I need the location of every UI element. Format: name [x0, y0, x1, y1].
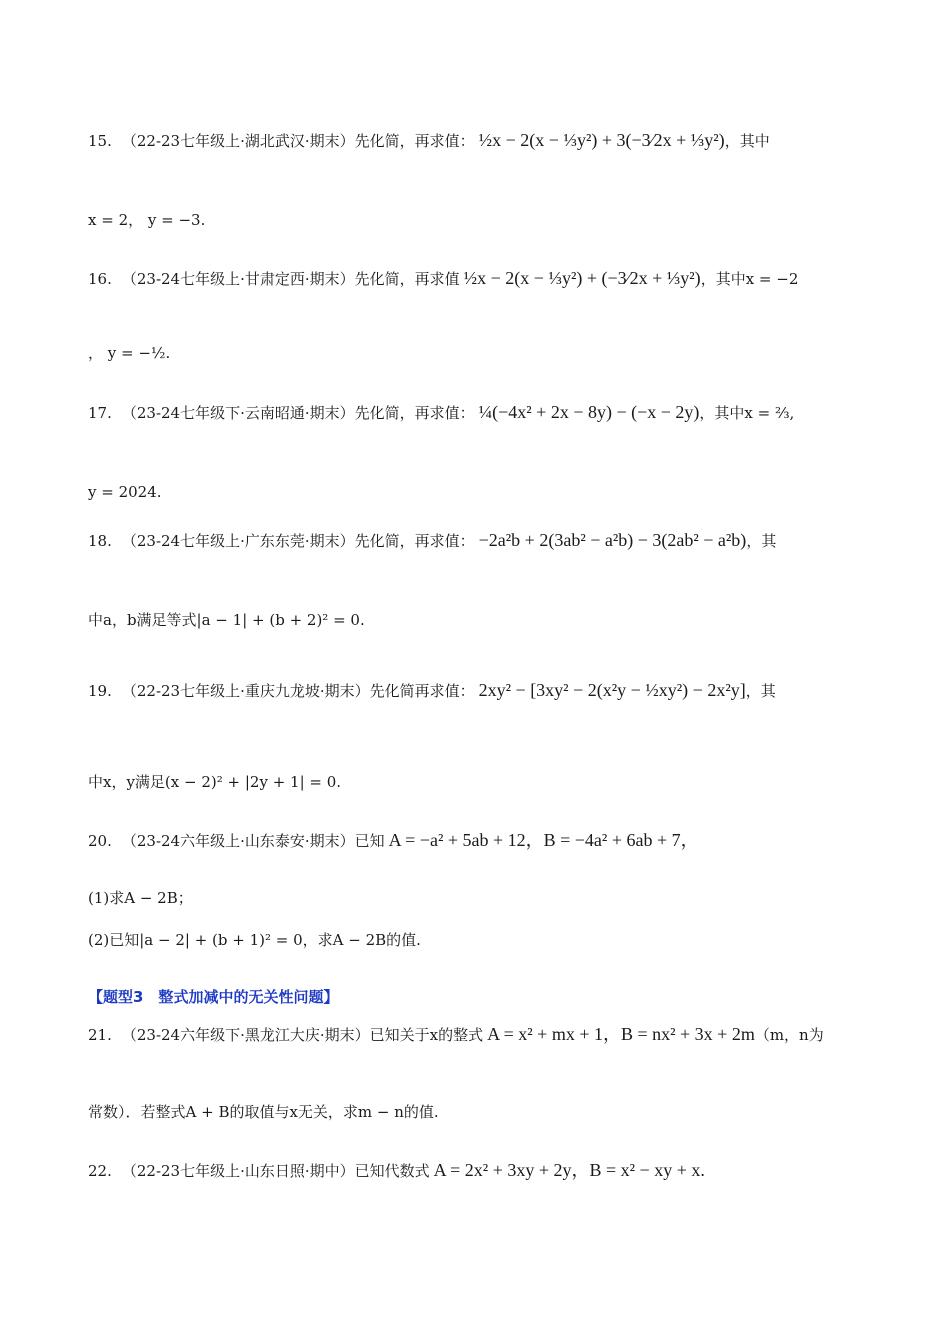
q16-source: （23-24七年级上·甘肃定西·期末）先化简，再求值	[121, 270, 460, 288]
q18-source: （23-24七年级上·广东东莞·期末）先化简，再求值：	[121, 532, 475, 550]
q20-source: （23-24六年级上·山东泰安·期末）已知	[121, 832, 385, 850]
q21-tail: （m，n为	[754, 1026, 824, 1044]
q17-tail: ，其中x = ⅔,	[699, 404, 795, 422]
q21	[88, 1024, 824, 1045]
q20-part1: (1)求A − 2B；	[88, 889, 193, 907]
q18-number: 18.	[88, 532, 112, 550]
q19-cont: 中x，y满足(x − 2)² + |2y + 1| = 0.	[88, 773, 342, 791]
q17	[88, 402, 794, 423]
q19	[88, 680, 776, 701]
q18-tail: ，其	[746, 532, 777, 550]
q16-tail: ，其中x = −2	[700, 270, 799, 288]
q21-expression: A = x² + mx + 1，B = nx² + 3x + 2m	[487, 1024, 755, 1044]
q19-number: 19.	[88, 682, 112, 700]
q22-source: （22-23七年级上·山东日照·期中）已知代数式	[121, 1162, 430, 1180]
q15-cont: x = 2， y = −3.	[88, 211, 206, 229]
q19-expression: 2xy² − [3xy² − 2(x²y − ½xy²) − 2x²y]	[478, 680, 746, 700]
q15-tail: ，其中	[724, 132, 770, 150]
q20-expression: A = −a² + 5ab + 12，B = −4a² + 6ab + 7，	[388, 830, 699, 850]
q15-expression: ½x − 2(x − ⅓y²) + 3(−3⁄2x + ⅓y²)	[478, 130, 725, 150]
q18	[88, 530, 776, 551]
q17-cont: y = 2024.	[88, 483, 162, 501]
q15-number: 15.	[88, 132, 112, 150]
q20-number: 20.	[88, 832, 112, 850]
q21-cont: 常数）．若整式A + B的取值与x无关，求m − n的值.	[88, 1103, 439, 1121]
q17-source: （23-24七年级下·云南昭通·期末）先化简，再求值：	[121, 404, 475, 422]
q18-cont: 中a，b满足等式|a − 1| + (b + 2)² = 0.	[88, 611, 365, 629]
q22-expression: A = 2x² + 3xy + 2y，B = x² − xy + x.	[433, 1160, 705, 1180]
q21-number: 21.	[88, 1026, 112, 1044]
q22	[88, 1160, 705, 1181]
q18-expression: −2a²b + 2(3ab² − a²b) − 3(2ab² − a²b)	[478, 530, 747, 550]
q21-source: （23-24六年级下·黑龙江大庆·期末）已知关于x的整式	[121, 1026, 484, 1044]
q16	[88, 268, 798, 289]
q15-source: （22-23七年级上·湖北武汉·期末）先化简，再求值：	[121, 132, 475, 150]
q17-expression: ¼(−4x² + 2x − 8y) − (−x − 2y)	[478, 402, 700, 422]
q16-number: 16.	[88, 270, 112, 288]
q17-number: 17.	[88, 404, 112, 422]
q16-expression: ½x − 2(x − ⅓y²) + (−3⁄2x + ⅓y²)	[463, 268, 701, 288]
q22-number: 22.	[88, 1162, 112, 1180]
q16-cont: ， y = −½.	[88, 344, 171, 362]
q20	[88, 830, 699, 851]
q19-tail: ，其	[745, 682, 776, 700]
q20-part2: (2)已知|a − 2| + (b + 1)² = 0，求A − 2B的值.	[88, 931, 421, 949]
section-heading: 【题型3 整式加减中的无关性问题】	[88, 988, 339, 1006]
q15	[88, 130, 770, 151]
q19-source: （22-23七年级上·重庆九龙坡·期末）先化简再求值：	[121, 682, 475, 700]
